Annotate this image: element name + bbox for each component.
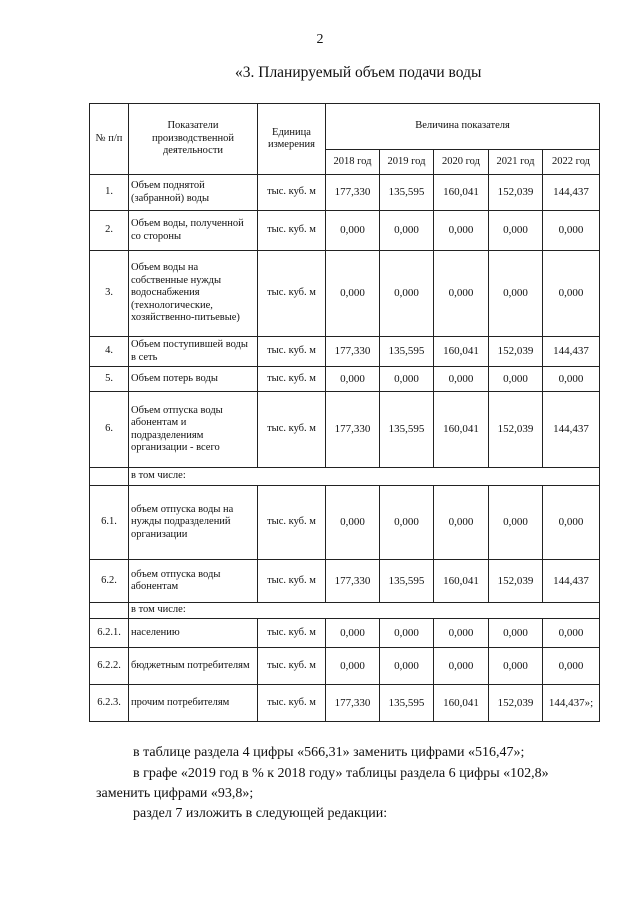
row-name: Объем отпуска воды абонентам и подразделениям организации - всего bbox=[129, 392, 258, 468]
row-num: 2. bbox=[90, 211, 129, 251]
header-year-2021: 2021 год bbox=[489, 150, 543, 175]
header-num: № п/п bbox=[90, 104, 129, 175]
subheader-row bbox=[90, 468, 600, 486]
value-2022: 0,000 bbox=[543, 619, 600, 648]
section-title: «3. Планируемый объем подачи воды bbox=[235, 64, 482, 81]
row-unit: тыс. куб. м bbox=[258, 560, 326, 603]
row-num: 6. bbox=[90, 392, 129, 468]
table-row bbox=[90, 392, 600, 468]
table-row bbox=[90, 685, 600, 722]
row-unit: тыс. куб. м bbox=[258, 648, 326, 685]
header-unit: Единица измерения bbox=[258, 104, 326, 175]
value-2018: 177,330 bbox=[326, 685, 380, 722]
row-num: 3. bbox=[90, 251, 129, 337]
row-name: бюджетным потребителям bbox=[129, 648, 258, 685]
value-2018: 0,000 bbox=[326, 211, 380, 251]
row-name: Объем воды на собственные нужды водоснабжения (технологические, хозяйственно-питьевые) bbox=[129, 251, 258, 337]
amendment-paragraph-3: раздел 7 изложить в следующей редакции: bbox=[133, 806, 388, 821]
header-year-2018: 2018 год bbox=[326, 150, 380, 175]
value-2021: 152,039 bbox=[489, 560, 543, 603]
value-2019: 135,595 bbox=[380, 337, 434, 367]
value-2022: 0,000 bbox=[543, 486, 600, 560]
row-unit: тыс. куб. м bbox=[258, 486, 326, 560]
table-row bbox=[90, 337, 600, 367]
subheader-spacer bbox=[90, 468, 129, 486]
value-2021: 152,039 bbox=[489, 337, 543, 367]
value-2019: 0,000 bbox=[380, 367, 434, 392]
value-2021: 0,000 bbox=[489, 367, 543, 392]
water-supply-table bbox=[89, 103, 600, 722]
value-2021: 0,000 bbox=[489, 619, 543, 648]
row-unit: тыс. куб. м bbox=[258, 337, 326, 367]
value-2020: 0,000 bbox=[434, 367, 489, 392]
value-2020: 0,000 bbox=[434, 648, 489, 685]
value-2021: 152,039 bbox=[489, 685, 543, 722]
row-name: Объем воды, полученной со стороны bbox=[129, 211, 258, 251]
value-2018: 177,330 bbox=[326, 392, 380, 468]
value-2020: 160,041 bbox=[434, 337, 489, 367]
value-2020: 0,000 bbox=[434, 251, 489, 337]
row-name: Объем потерь воды bbox=[129, 367, 258, 392]
row-unit: тыс. куб. м bbox=[258, 392, 326, 468]
row-unit: тыс. куб. м bbox=[258, 367, 326, 392]
value-2019: 0,000 bbox=[380, 211, 434, 251]
value-2019: 135,595 bbox=[380, 685, 434, 722]
table-row bbox=[90, 486, 600, 560]
table-row bbox=[90, 560, 600, 603]
value-2020: 160,041 bbox=[434, 392, 489, 468]
value-2018: 177,330 bbox=[326, 560, 380, 603]
value-2022: 0,000 bbox=[543, 648, 600, 685]
table-row bbox=[90, 211, 600, 251]
value-2022: 144,437 bbox=[543, 175, 600, 211]
header-year-2019: 2019 год bbox=[380, 150, 434, 175]
row-name: Объем поднятой (забранной) воды bbox=[129, 175, 258, 211]
row-unit: тыс. куб. м bbox=[258, 211, 326, 251]
subheader-spacer bbox=[90, 603, 129, 619]
subheader-label: в том числе: bbox=[129, 468, 600, 486]
row-num: 5. bbox=[90, 367, 129, 392]
row-num: 6.2.1. bbox=[90, 619, 129, 648]
subheader-label: в том числе: bbox=[129, 603, 600, 619]
row-num: 6.2. bbox=[90, 560, 129, 603]
value-2020: 0,000 bbox=[434, 211, 489, 251]
value-2019: 0,000 bbox=[380, 648, 434, 685]
row-name: объем отпуска воды абонентам bbox=[129, 560, 258, 603]
value-2019: 0,000 bbox=[380, 251, 434, 337]
row-num: 6.2.3. bbox=[90, 685, 129, 722]
value-2019: 0,000 bbox=[380, 486, 434, 560]
value-2019: 135,595 bbox=[380, 560, 434, 603]
value-2020: 0,000 bbox=[434, 619, 489, 648]
value-2022: 144,437 bbox=[543, 392, 600, 468]
table-row bbox=[90, 648, 600, 685]
value-2022: 144,437 bbox=[543, 337, 600, 367]
row-num: 1. bbox=[90, 175, 129, 211]
row-unit: тыс. куб. м bbox=[258, 175, 326, 211]
row-unit: тыс. куб. м bbox=[258, 619, 326, 648]
page-number: 2 bbox=[316, 32, 324, 47]
subheader-row bbox=[90, 603, 600, 619]
value-2020: 160,041 bbox=[434, 175, 489, 211]
header-year-2022: 2022 год bbox=[543, 150, 600, 175]
value-2018: 177,330 bbox=[326, 337, 380, 367]
value-2018: 0,000 bbox=[326, 486, 380, 560]
row-name: объем отпуска воды на нужды подразделений организации bbox=[129, 486, 258, 560]
value-2021: 0,000 bbox=[489, 486, 543, 560]
value-2018: 0,000 bbox=[326, 619, 380, 648]
value-2021: 0,000 bbox=[489, 211, 543, 251]
value-2021: 0,000 bbox=[489, 251, 543, 337]
row-name: Объем поступившей воды в сеть bbox=[129, 337, 258, 367]
table-row bbox=[90, 175, 600, 211]
value-2021: 152,039 bbox=[489, 175, 543, 211]
value-2020: 160,041 bbox=[434, 560, 489, 603]
amendment-paragraph-2-cont: заменить цифрами «93,8»; bbox=[96, 786, 254, 801]
table-row bbox=[90, 367, 600, 392]
header-year-2020: 2020 год bbox=[434, 150, 489, 175]
value-2022: 0,000 bbox=[543, 367, 600, 392]
value-2020: 0,000 bbox=[434, 486, 489, 560]
amendment-paragraph-2: в графе «2019 год в % к 2018 году» таблицы раздела 6 цифры «102,8» bbox=[133, 766, 549, 781]
table-row bbox=[90, 251, 600, 337]
value-2021: 0,000 bbox=[489, 648, 543, 685]
row-name: населению bbox=[129, 619, 258, 648]
row-name: прочим потребителям bbox=[129, 685, 258, 722]
value-2018: 0,000 bbox=[326, 648, 380, 685]
value-2019: 135,595 bbox=[380, 175, 434, 211]
row-unit: тыс. куб. м bbox=[258, 685, 326, 722]
row-num: 6.2.2. bbox=[90, 648, 129, 685]
amendment-paragraph-1: в таблице раздела 4 цифры «566,31» заменить цифрами «516,47»; bbox=[133, 745, 525, 760]
row-num: 4. bbox=[90, 337, 129, 367]
value-2022: 0,000 bbox=[543, 211, 600, 251]
header-value: Величина показателя bbox=[326, 104, 600, 150]
value-2022: 0,000 bbox=[543, 251, 600, 337]
value-2019: 0,000 bbox=[380, 619, 434, 648]
row-unit: тыс. куб. м bbox=[258, 251, 326, 337]
value-2019: 135,595 bbox=[380, 392, 434, 468]
value-2020: 160,041 bbox=[434, 685, 489, 722]
value-2021: 152,039 bbox=[489, 392, 543, 468]
header-indicators: Показатели производственной деятельности bbox=[129, 104, 258, 175]
value-2022: 144,437»; bbox=[543, 685, 600, 722]
value-2018: 177,330 bbox=[326, 175, 380, 211]
value-2018: 0,000 bbox=[326, 367, 380, 392]
row-num: 6.1. bbox=[90, 486, 129, 560]
value-2018: 0,000 bbox=[326, 251, 380, 337]
value-2022: 144,437 bbox=[543, 560, 600, 603]
table-row bbox=[90, 619, 600, 648]
